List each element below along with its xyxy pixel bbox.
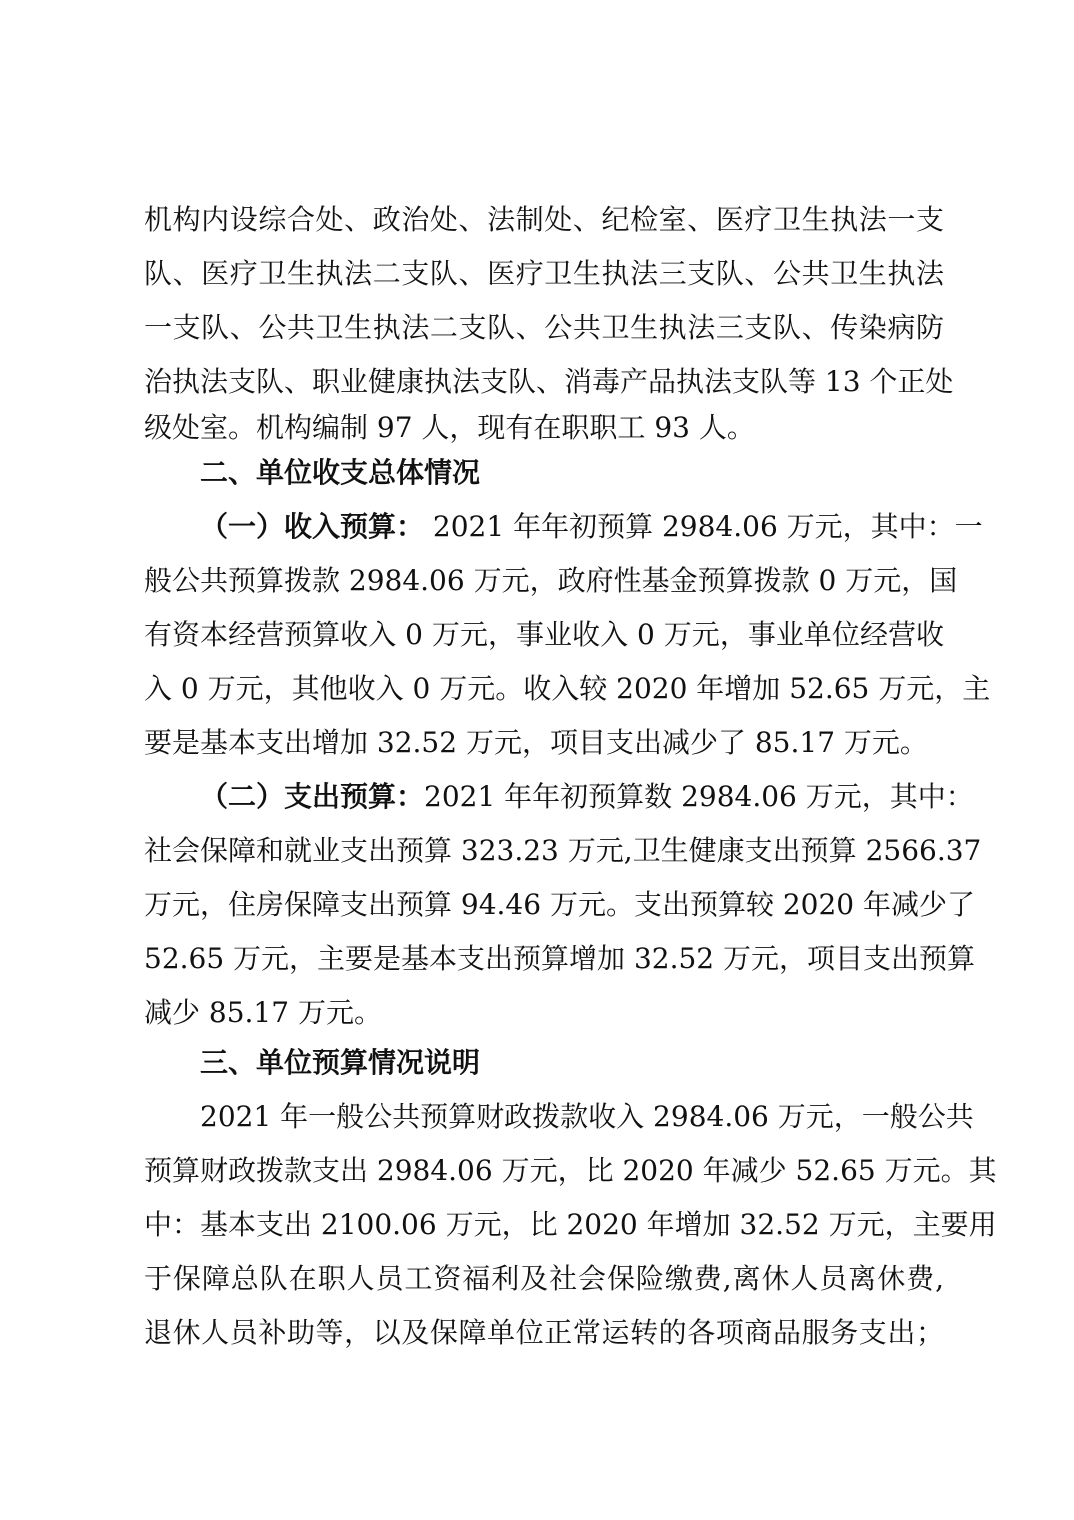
body-text-line: 中：基本支出 2100.06 万元，比 2020 年增加 32.52 万元，主要用 (144, 1208, 997, 1241)
body-text-line: 2021 年一般公共预算财政拨款收入 2984.06 万元，一般公共 (200, 1100, 974, 1133)
income-budget-line (200, 500, 983, 554)
expenditure-budget-text: 2021 年年初预算数 2984.06 万元，其中： (424, 780, 974, 813)
income-budget-text: 2021 年年初预算 2984.06 万元，其中：一 (424, 510, 983, 543)
body-text-line: 退休人员补助等，以及保障单位正常运转的各项商品服务支出； (144, 1316, 944, 1349)
body-text-line: 52.65 万元，主要是基本支出预算增加 32.52 万元，项目支出预算 (144, 942, 976, 975)
body-text-line: 入 0 万元，其他收入 0 万元。收入较 2020 年增加 52.65 万元，主 (144, 672, 991, 705)
body-text-line: 有资本经营预算收入 0 万元，事业收入 0 万元，事业单位经营收 (144, 618, 944, 651)
body-text-line: 要是基本支出增加 32.52 万元，项目支出减少了 85.17 万元。 (144, 726, 928, 759)
expenditure-budget-label: （二）支出预算： (200, 780, 425, 813)
section-heading: 三、单位预算情况说明 (200, 1046, 481, 1079)
body-text-line: 于保障总队在职人员工资福利及社会保险缴费,离休人员离休费, (144, 1262, 944, 1295)
body-text-line: 队、医疗卫生执法二支队、医疗卫生执法三支队、公共卫生执法 (144, 257, 944, 290)
body-text-line: 减少 85.17 万元。 (144, 996, 382, 1029)
body-text-line: 万元，住房保障支出预算 94.46 万元。支出预算较 2020 年减少了 (144, 888, 976, 921)
body-text-line: 一支队、公共卫生执法二支队、公共卫生执法三支队、传染病防 (144, 311, 944, 344)
body-text-line: 治执法支队、职业健康执法支队、消毒产品执法支队等 13 个正处 (144, 365, 954, 398)
body-text-line: 级处室。机构编制 97 人，现有在职职工 93 人。 (144, 411, 755, 444)
body-text-line: 预算财政拨款支出 2984.06 万元，比 2020 年减少 52.65 万元。其 (144, 1154, 997, 1187)
body-text-line: 社会保障和就业支出预算 323.23 万元,卫生健康支出预算 2566.37 (144, 834, 982, 867)
expenditure-budget-line (200, 770, 974, 824)
body-text-line: 般公共预算拨款 2984.06 万元，政府性基金预算拨款 0 万元，国 (144, 564, 958, 597)
section-heading: 二、单位收支总体情况 (200, 456, 481, 489)
income-budget-label: （一）收入预算： (200, 510, 425, 543)
body-text-line: 机构内设综合处、政治处、法制处、纪检室、医疗卫生执法一支 (144, 203, 944, 236)
